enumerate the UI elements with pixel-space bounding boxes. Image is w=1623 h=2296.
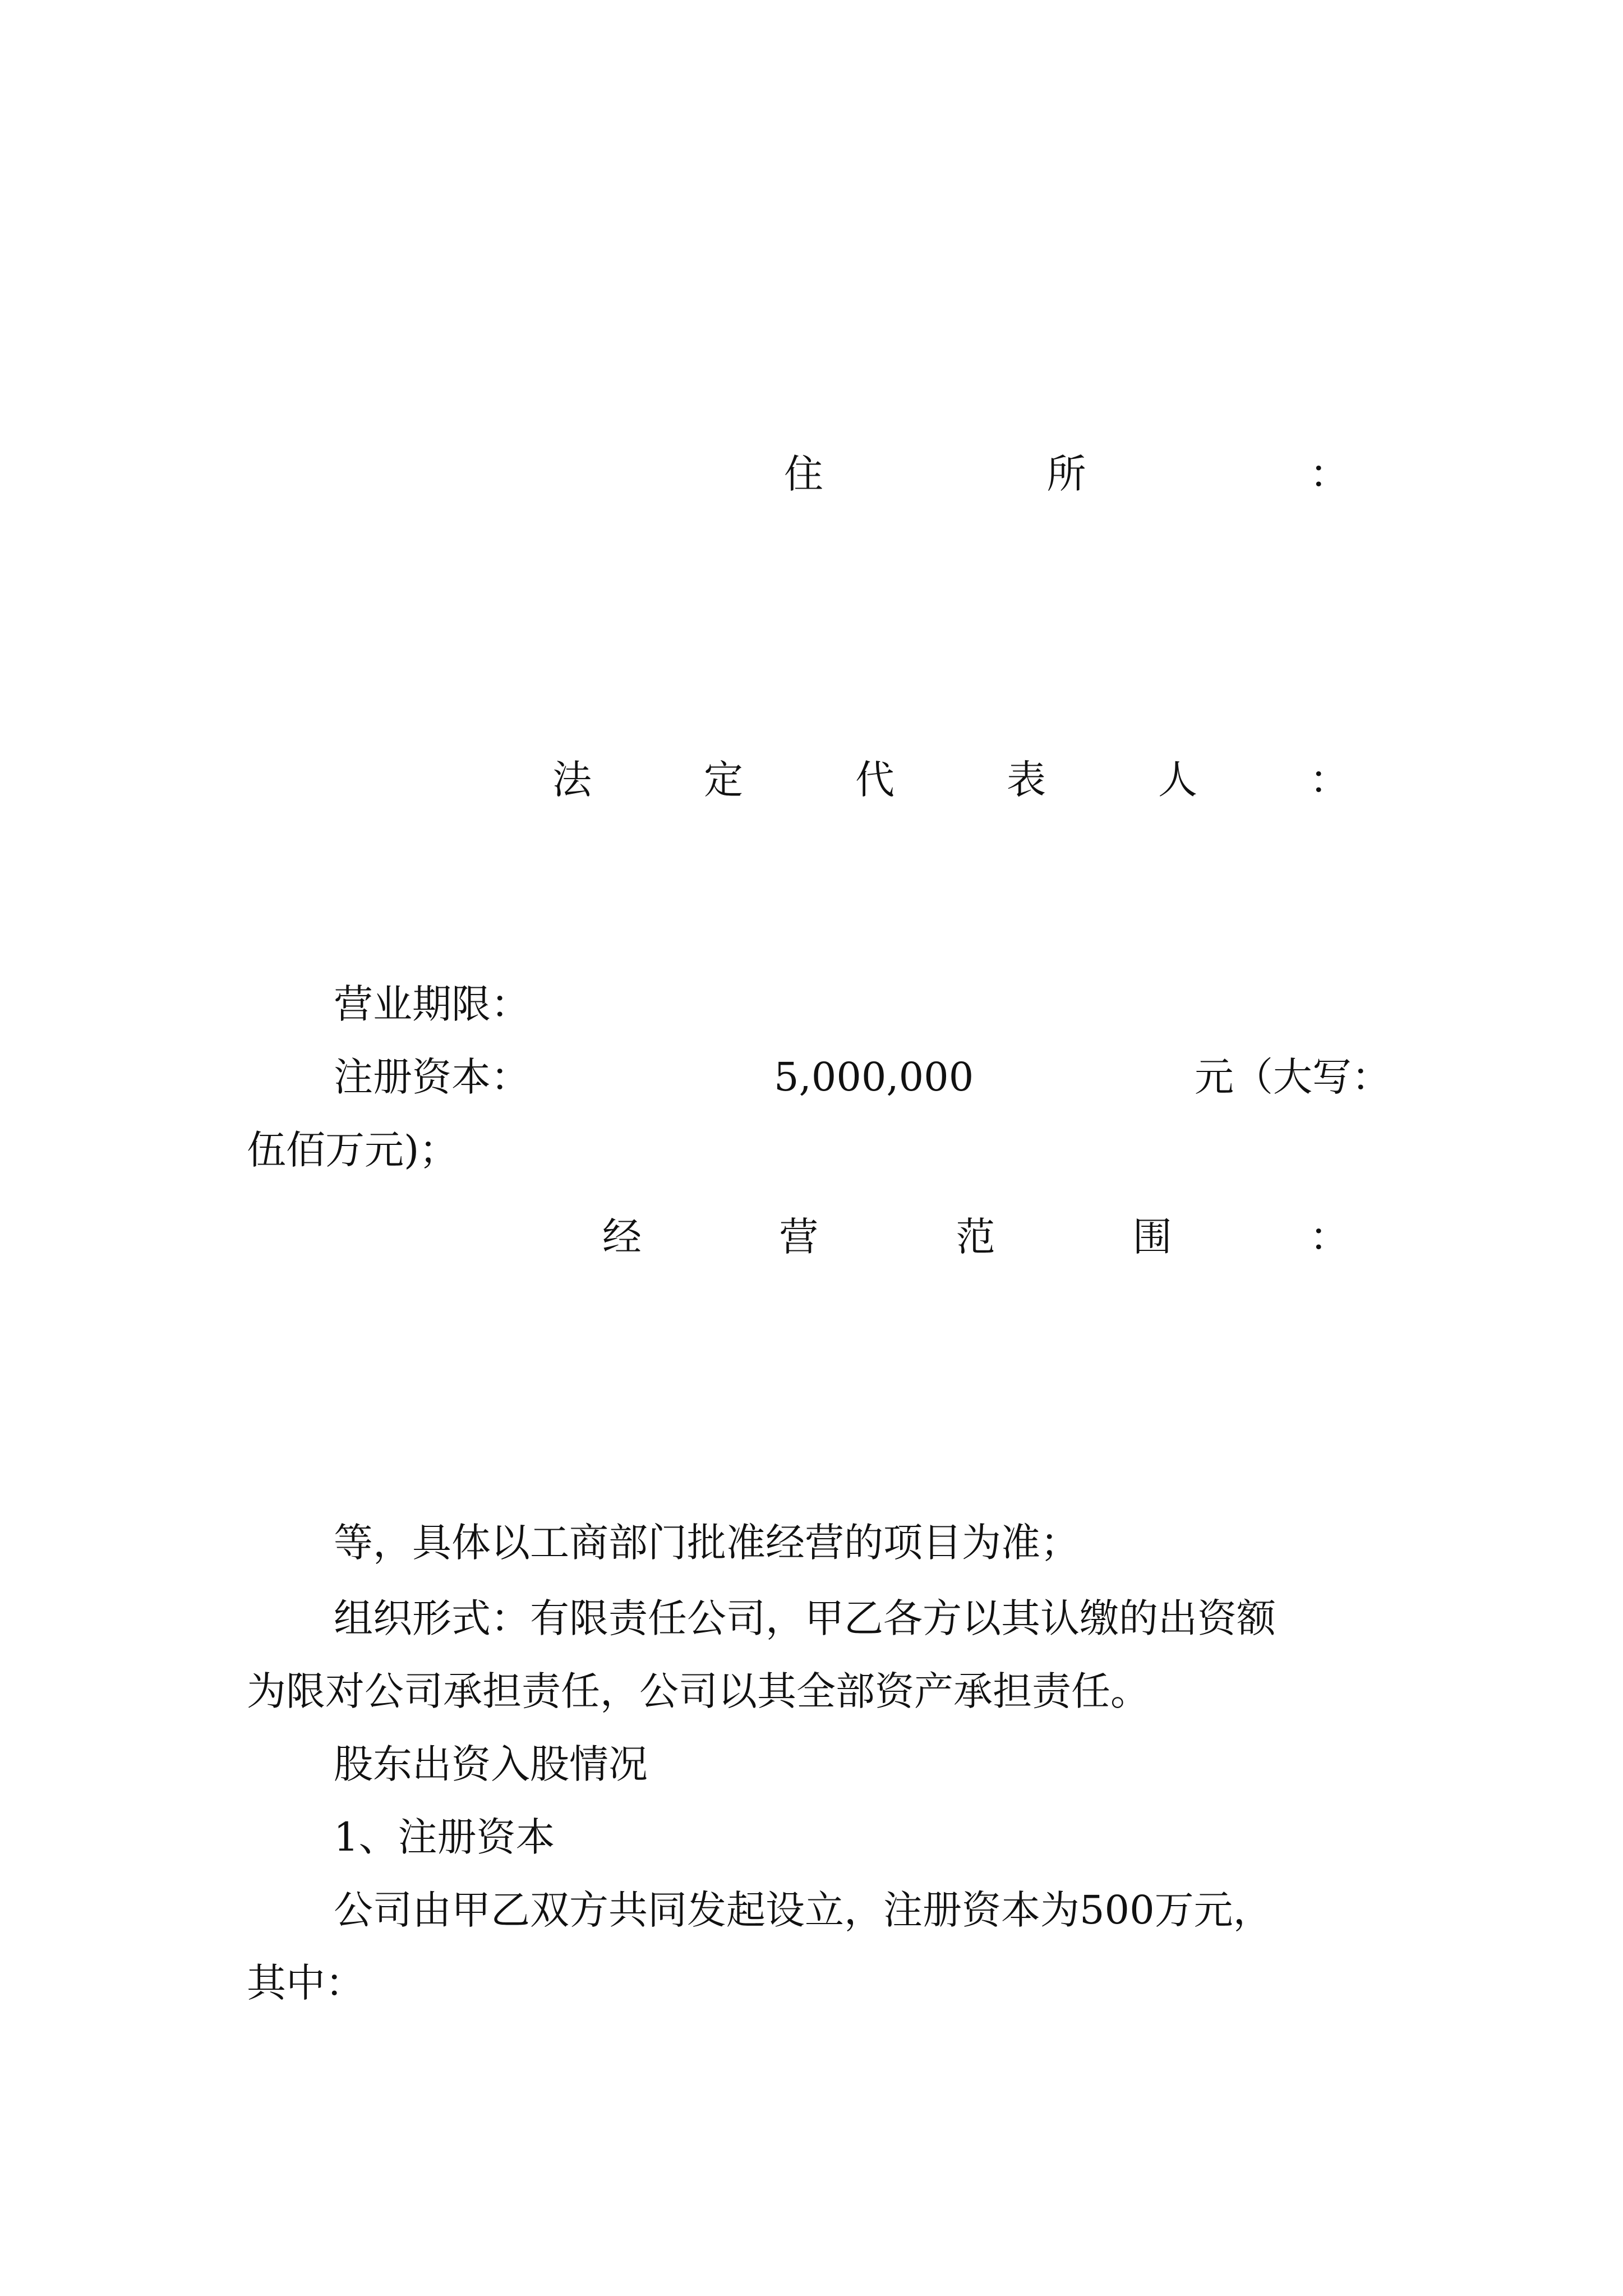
business-scope-field-label: [602, 1206, 1349, 1268]
address-char: 住: [784, 451, 823, 497]
business-scope-char: 营: [779, 1214, 819, 1260]
shareholders-heading: 股东出资入股情况: [334, 1741, 648, 1787]
business-scope-char: 经: [602, 1214, 642, 1260]
legal-rep-char: 表: [1007, 757, 1046, 803]
registered-capital-uppercase: 伍佰万元)；: [247, 1127, 459, 1173]
registered-capital-line: [334, 1046, 1399, 1108]
legal-representative-field-label: [552, 749, 1349, 811]
scope-note-paragraph: 等，具体以工商部门批准经营的项目为准；: [334, 1520, 1080, 1566]
business-scope-colon: ：: [1310, 1214, 1349, 1260]
registered-capital-amount: 5,000,000: [774, 1054, 974, 1100]
address-char: 所: [1046, 451, 1086, 497]
legal-rep-char: 定: [704, 757, 743, 803]
legal-rep-char: 法: [552, 757, 592, 803]
organization-form-line-2: 为限对公司承担责任，公司以其全部资产承担责任。: [247, 1668, 1150, 1714]
legal-rep-char: 人: [1158, 757, 1197, 803]
legal-rep-colon: ：: [1310, 757, 1349, 803]
company-capital-line-1: 公司由甲乙双方共同发起设立，注册资本为500万元，: [334, 1887, 1272, 1933]
address-colon: ：: [1310, 451, 1349, 497]
registered-capital-unit: 元（大写：: [1195, 1054, 1391, 1100]
business-scope-char: 范: [956, 1214, 995, 1260]
section-registered-capital-heading: 1、注册资本: [334, 1814, 555, 1860]
company-capital-line-2: 其中：: [247, 1960, 365, 2006]
business-term-label: 营业期限：: [334, 981, 530, 1027]
address-field-label: [784, 443, 1349, 505]
organization-form-line-1: 组织形式：有限责任公司，甲乙各方以其认缴的出资额: [334, 1595, 1276, 1641]
legal-rep-char: 代: [855, 757, 895, 803]
registered-capital-label: 注册资本：: [334, 1054, 530, 1100]
business-scope-char: 围: [1132, 1214, 1172, 1260]
